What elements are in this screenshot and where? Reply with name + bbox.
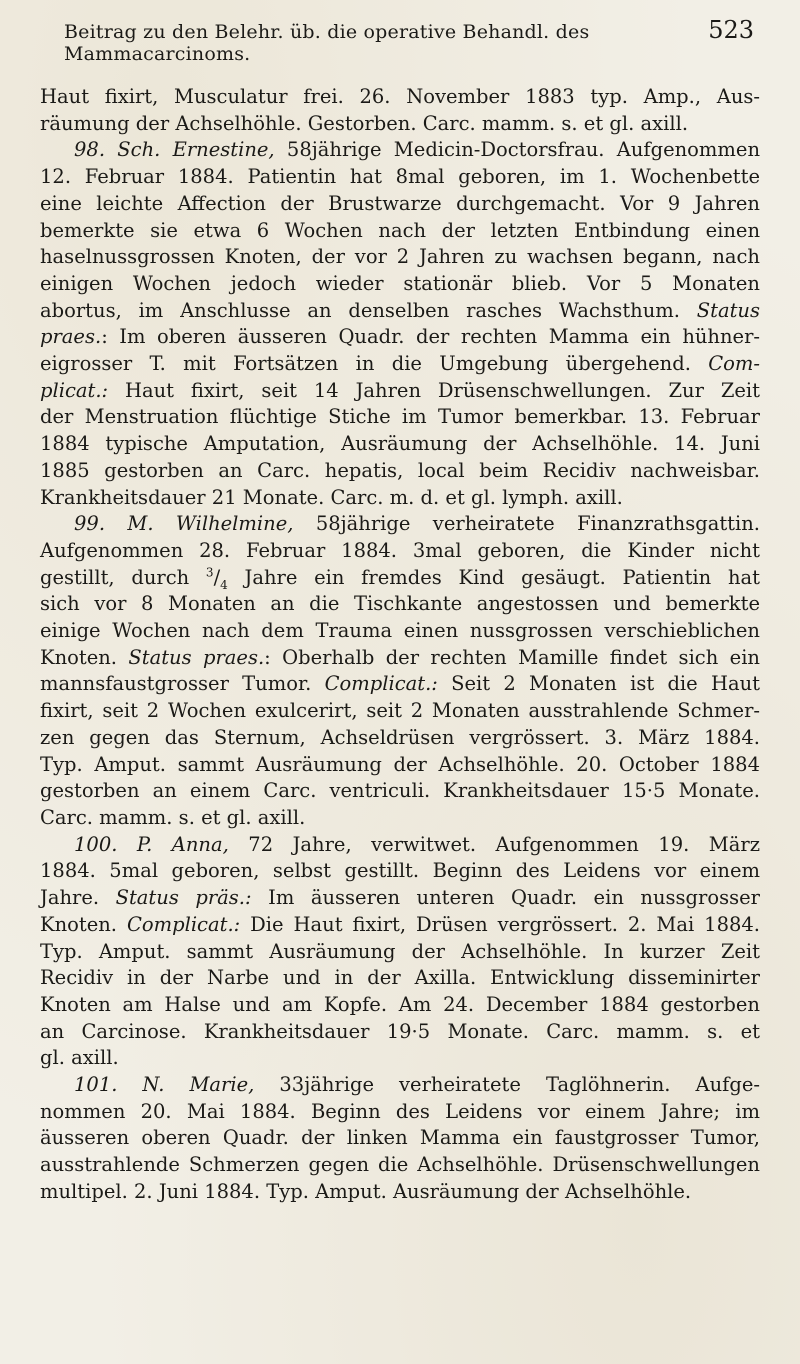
text-segment: Carc. mamm. s. et gl. axill. <box>40 805 306 829</box>
text-line <box>40 565 760 592</box>
text-segment: eigrosser T. mit Fortsätzen in die Umgebung übergehend. <box>40 352 709 376</box>
page-header <box>64 16 754 65</box>
italic-text: 101. N. Marie, <box>74 1073 255 1097</box>
text-segment: gl. axill. <box>40 1046 119 1070</box>
text-segment: / <box>213 565 221 589</box>
text-segment: Knoten am Halse und am Kopfe. Am 24. December 1884 gestorben <box>40 992 760 1016</box>
text-segment: Krankheitsdauer 21 Monate. Carc. m. d. et gl. lymph. axill. <box>40 485 623 509</box>
italic-text: plicat.: <box>40 378 109 402</box>
text-segment: mannsfaustgrosser Tumor. <box>40 672 325 696</box>
text-line <box>40 939 760 966</box>
text-line <box>40 511 760 538</box>
text-segment: Typ. Amput. sammt Ausräumung der Achselhöhle. In kurzer Zeit <box>40 939 760 963</box>
text-line <box>40 992 760 1019</box>
text-segment: Jahre. <box>40 886 116 910</box>
text-line <box>40 912 760 939</box>
text-segment: eine leichte Affection der Brustwarze durchgemacht. Vor 9 Jahren <box>40 191 760 215</box>
text-line <box>40 137 760 164</box>
text-segment: Knoten. <box>40 645 129 669</box>
text-segment: 58jährige Medicin-Doctorsfrau. Aufgenommen <box>274 138 760 162</box>
text-segment: haselnussgrossen Knoten, der vor 2 Jahren zu wachsen begann, nach <box>40 245 760 269</box>
text-segment: abortus, im Anschlusse an denselben rasches Wachsthum. <box>40 298 697 322</box>
text-line <box>40 111 760 138</box>
text-line <box>40 458 760 485</box>
text-segment: ausstrahlende Schmerzen gegen die Achselhöhle. Drüsenschwellungen <box>40 1153 760 1177</box>
text-segment: Typ. Amput. sammt Ausräumung der Achselhöhle. 20. October 1884 <box>40 752 760 776</box>
text-segment: Die Haut fixirt, Drüsen vergrössert. 2. Mai 1884. <box>240 912 760 936</box>
text-line <box>40 298 760 325</box>
text-segment: 3 <box>205 565 214 580</box>
text-segment: 1884 typische Amputation, Ausräumung der Achselhöhle. 14. Juni <box>40 432 760 456</box>
italic-text: Status präs.: <box>115 886 252 910</box>
italic-text: 98. Sch. Ernestine, <box>74 138 275 162</box>
text-segment: Aufgenommen 28. Februar 1884. 3mal geboren, die Kinder nicht <box>40 538 760 562</box>
text-line <box>40 431 760 458</box>
text-segment: einige Wochen nach dem Trauma einen nussgrossen verschieblichen <box>40 619 760 643</box>
text-line <box>40 164 760 191</box>
italic-text: 100. P. Anna, <box>74 832 229 856</box>
italic-text: Status praes. <box>128 645 265 669</box>
text-segment: Seit 2 Monaten ist die Haut <box>437 672 760 696</box>
text-segment: sich vor 8 Monaten an die Tischkante angestossen und bemerkte <box>40 592 760 616</box>
italic-text: 99. M. Wilhelmine, <box>74 512 294 536</box>
text-line <box>40 324 760 351</box>
text-segment: äusseren oberen Quadr. der linken Mamma ein faustgrosser Tumor, <box>40 1126 760 1150</box>
text-line <box>40 858 760 885</box>
text-line <box>40 698 760 725</box>
text-segment: Haut fixirt, seit 14 Jahren Drüsenschwellungen. Zur Zeit <box>108 378 760 402</box>
text-line <box>40 725 760 752</box>
text-segment: bemerkte sie etwa 6 Wochen nach der letzten Entbindung einen <box>40 218 760 242</box>
text-line <box>40 1045 760 1072</box>
text-segment: multipel. 2. Juni 1884. Typ. Amput. Ausräumung der Achselhöhle. <box>40 1179 692 1203</box>
text-line <box>40 832 760 859</box>
text-line <box>40 1072 760 1099</box>
text-line <box>40 1099 760 1126</box>
text-segment: 72 Jahre, verwitwet. Aufgenommen 19. März <box>228 832 760 856</box>
text-line <box>40 752 760 779</box>
text-segment: : Im oberen äusseren Quadr. der rechten Mamma ein hühner- <box>101 325 760 349</box>
text-segment: Knoten. <box>40 912 127 936</box>
page-number: 523 <box>708 16 754 44</box>
text-segment: 33jährige verheiratete Taglöhnerin. Aufge- <box>254 1073 760 1097</box>
italic-text: Complicat.: <box>126 912 241 936</box>
text-line <box>40 965 760 992</box>
text-line <box>40 271 760 298</box>
text-line <box>40 645 760 672</box>
text-line <box>40 1019 760 1046</box>
text-segment: 12. Februar 1884. Patientin hat 8mal geboren, im 1. Wochenbette <box>40 165 760 189</box>
text-line <box>40 591 760 618</box>
text-line <box>40 404 760 431</box>
italic-text: Com- <box>708 352 760 376</box>
text-segment: zen gegen das Sternum, Achseldrüsen vergrössert. 3. März 1884. <box>40 725 760 749</box>
text-segment: 1884. 5mal geboren, selbst gestillt. Beginn des Leidens vor einem <box>40 859 760 883</box>
text-segment: 1885 gestorben an Carc. hepatis, local beim Recidiv nachweisbar. <box>40 458 760 482</box>
italic-text: praes. <box>40 325 102 349</box>
italic-text: Status <box>696 298 760 322</box>
text-line <box>40 244 760 271</box>
text-line <box>40 538 760 565</box>
text-line <box>40 378 760 405</box>
text-segment: an Carcinose. Krankheitsdauer 19·5 Monate. Carc. mamm. s. et <box>40 1019 760 1043</box>
text-line <box>40 485 760 512</box>
text-line <box>40 1125 760 1152</box>
text-segment: der Menstruation flüchtige Stiche im Tumor bemerkbar. 13. Februar <box>40 405 760 429</box>
text-line <box>40 885 760 912</box>
text-segment: : Oberhalb der rechten Mamille findet sich ein <box>264 645 760 669</box>
text-line <box>40 351 760 378</box>
text-line <box>40 618 760 645</box>
text-segment: einigen Wochen jedoch wieder stationär blieb. Vor 5 Monaten <box>40 271 760 295</box>
text-segment: nommen 20. Mai 1884. Beginn des Leidens vor einem Jahre; im <box>40 1099 760 1123</box>
text-line <box>40 671 760 698</box>
text-line <box>40 1152 760 1179</box>
running-title: Beitrag zu den Belehr. üb. die operative Behandl. des Mammacarcinoms. <box>64 21 590 65</box>
body-text <box>40 84 760 1206</box>
italic-text: Complicat.: <box>324 672 438 696</box>
text-segment: 4 <box>220 577 228 592</box>
text-line <box>40 218 760 245</box>
text-line <box>40 778 760 805</box>
text-line <box>40 1179 760 1206</box>
text-segment: gestillt, durch <box>40 565 206 589</box>
text-segment: Im äusseren unteren Quadr. ein nussgrosser <box>251 886 760 910</box>
text-segment: 58jährige verheiratete Finanzrathsgattin. <box>293 512 761 536</box>
text-segment: Recidiv in der Narbe und in der Axilla. Entwicklung disseminirter <box>40 966 760 990</box>
text-segment: räumung der Achselhöhle. Gestorben. Carc. mamm. s. et gl. axill. <box>40 111 689 135</box>
text-line <box>40 191 760 218</box>
text-line <box>40 805 760 832</box>
text-segment: Haut fixirt, Musculatur frei. 26. November 1883 typ. Amp., Aus- <box>40 85 760 108</box>
text-segment: Jahre ein fremdes Kind gesäugt. Patientin hat <box>227 565 760 589</box>
text-segment: gestorben an einem Carc. ventriculi. Krankheitsdauer 15·5 Monate. <box>40 779 760 803</box>
text-segment: fixirt, seit 2 Wochen exulcerirt, seit 2 Monaten ausstrahlende Schmer- <box>40 699 760 723</box>
text-line <box>40 84 760 111</box>
